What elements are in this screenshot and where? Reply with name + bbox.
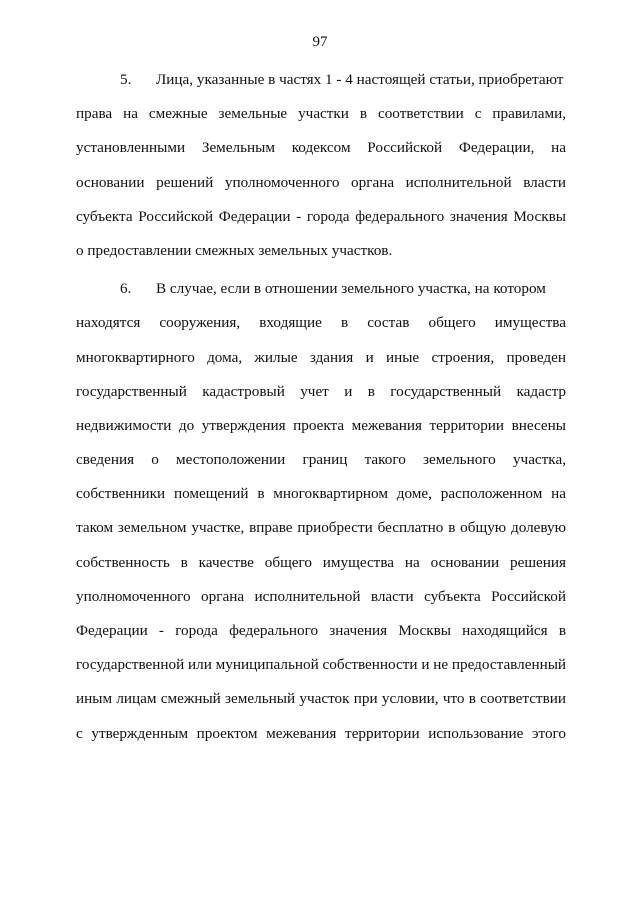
paragraph-6-line-7: собственники помещений в многоквартирном доме, расположенном на bbox=[76, 485, 566, 503]
paragraph-6-line-14: с утвержденным проектом межевания территории использование этого bbox=[76, 724, 566, 742]
paragraph-6-line-9: собственность в качестве общего имущества на основании решения bbox=[76, 553, 566, 571]
paragraph-6-number: 6. bbox=[120, 280, 132, 298]
paragraph-6-line-13: иным лицам смежный земельный участок при условии, что в соответствии bbox=[76, 690, 566, 708]
paragraph-6-line-5: недвижимости до утверждения проекта межевания территории внесены bbox=[76, 416, 566, 434]
paragraph-5-line-3: установленными Земельным кодексом Российской Федерации, на bbox=[76, 139, 566, 157]
paragraph-5-line-2: права на смежные земельные участки в соответствии с правилами, bbox=[76, 105, 566, 123]
paragraph-6-line-6: сведения о местоположении границ такого земельного участка, bbox=[76, 451, 566, 469]
paragraph-6-line-8: таком земельном участке, вправе приобрести бесплатно в общую долевую bbox=[76, 519, 566, 537]
paragraph-5-first-line bbox=[76, 68, 566, 102]
paragraph-6-line-4: государственный кадастровый учет и в государственный кадастр bbox=[76, 382, 566, 400]
paragraph-6-first-line bbox=[76, 277, 566, 311]
paragraph-6-line-2: находятся сооружения, входящие в состав общего имущества bbox=[76, 314, 566, 332]
paragraph-6-line-1: В случае, если в отношении земельного участка, на котором bbox=[156, 280, 546, 298]
paragraph-6-line-11: Федерации - города федерального значения Москвы находящийся в bbox=[76, 622, 566, 639]
paragraph-6-line-3: многоквартирного дома, жилые здания и иные строения, проведен bbox=[76, 348, 566, 366]
paragraph-6-line-12: государственной или муниципальной собственности и не предоставленный bbox=[76, 656, 567, 674]
paragraph-5-line-1: Лица, указанные в частях 1 - 4 настоящей статьи, приобретают bbox=[156, 71, 564, 88]
document-body bbox=[76, 68, 566, 756]
paragraph-5-line-6: о предоставлении смежных земельных участков. bbox=[76, 241, 393, 259]
paragraph-5-line-5: субъекта Российской Федерации - города федерального значения Москвы bbox=[76, 207, 566, 225]
paragraph-6-line-10: уполномоченного органа исполнительной власти субъекта Российской bbox=[76, 587, 566, 605]
page-number: 97 bbox=[312, 34, 328, 50]
paragraph-5-number: 5. bbox=[120, 71, 132, 88]
paragraph-5-line-4: основании решений уполномоченного органа исполнительной власти bbox=[76, 173, 566, 191]
